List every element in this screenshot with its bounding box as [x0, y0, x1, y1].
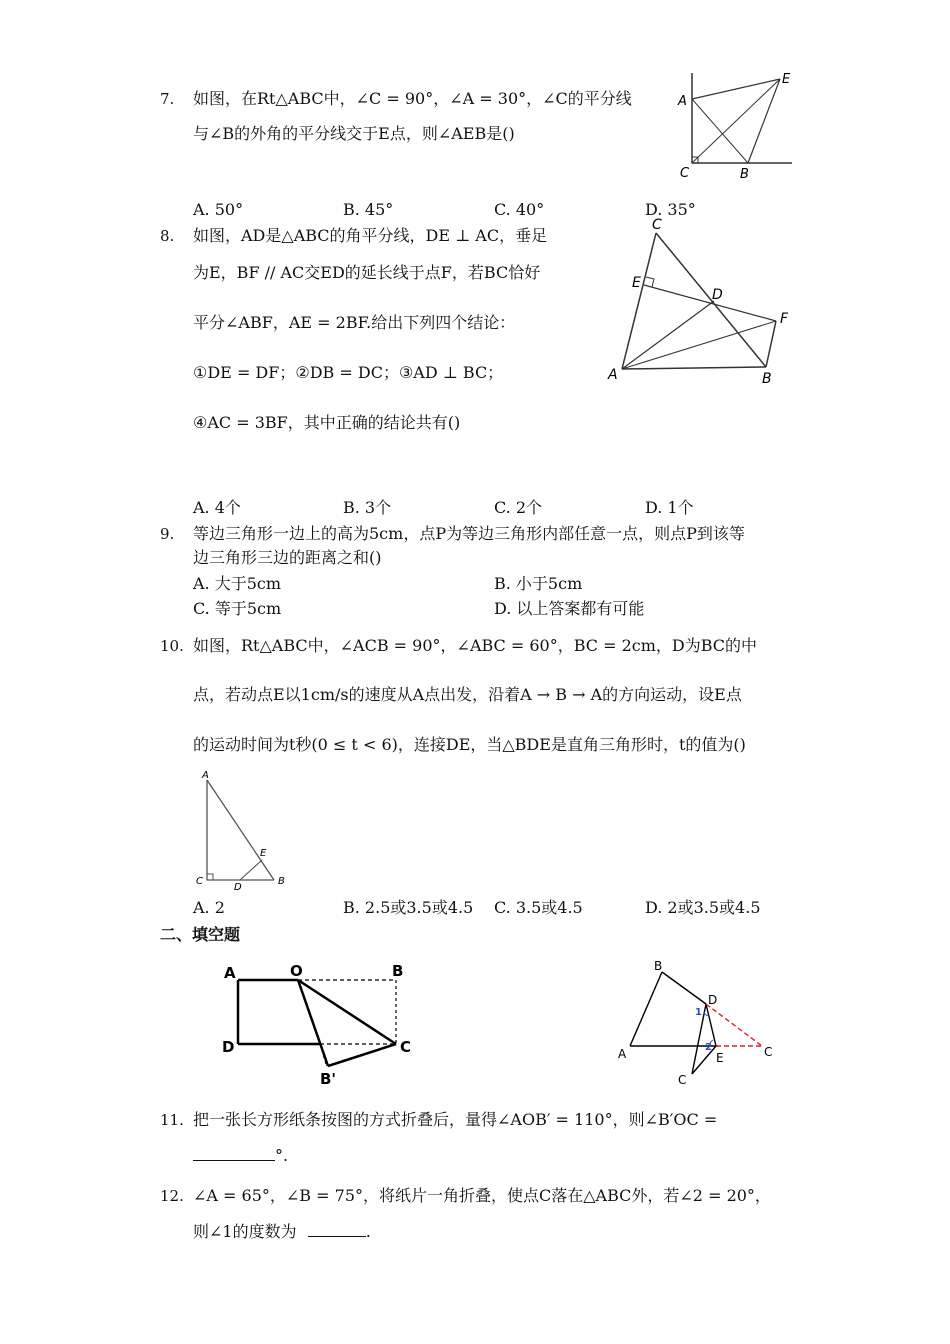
- q11-number: 11.: [160, 1111, 184, 1129]
- q11-answer-blank[interactable]: [193, 1146, 275, 1161]
- q7-label-c: C: [680, 166, 690, 181]
- q8-text-line1: 如图，AD是△ABC的角平分线，DE ⊥ AC，垂足: [193, 226, 548, 245]
- q11-label-o: O: [290, 962, 303, 980]
- q12-label-d: D: [708, 993, 718, 1007]
- q9-option-d[interactable]: D. 以上答案都有可能: [494, 599, 645, 618]
- q7-text-line1: 如图，在Rt△ABC中，∠C = 90°，∠A = 30°，∠C的平分线: [193, 89, 632, 108]
- q8-text-line3: 平分∠ABF，AE = 2BF.给出下列四个结论：: [193, 313, 516, 332]
- q7-label-a: A: [678, 94, 687, 109]
- q11-label-b: B: [392, 962, 404, 980]
- q10-option-d[interactable]: D. 2或3.5或4.5: [645, 898, 761, 917]
- q10-label-b: B: [278, 876, 285, 887]
- q12-label-e: E: [716, 1051, 724, 1065]
- q8-option-c[interactable]: C. 2个: [494, 498, 543, 517]
- q11-label-a: A: [224, 964, 236, 982]
- q10-option-c[interactable]: C. 3.5或4.5: [494, 898, 583, 917]
- q8-label-a: A: [608, 367, 618, 383]
- q12-text-line2: 则∠1的度数为: [193, 1222, 297, 1241]
- q10-text-line2: 点，若动点E以1cm/s的速度从A点出发，沿着A → B → A的方向运动，设E点: [193, 685, 742, 704]
- q8-option-b[interactable]: B. 3个: [343, 498, 392, 517]
- q10-label-c: C: [196, 876, 203, 887]
- q12-figure: [612, 960, 787, 1090]
- q8-figure: [600, 215, 800, 390]
- q8-number: 8.: [160, 227, 175, 245]
- q8-option-d[interactable]: D. 1个: [645, 498, 694, 517]
- q11-label-d: D: [222, 1038, 235, 1056]
- q10-number: 10.: [160, 637, 184, 655]
- q12-label-c-bottom: C: [678, 1073, 687, 1087]
- q8-text-line5: ④AC = 3BF，其中正确的结论共有(): [193, 413, 461, 432]
- q11-text-line1: 把一张长方形纸条按图的方式折叠后，量得∠AOB′ = 110°，则∠B′OC =: [193, 1110, 718, 1129]
- q9-text-line1: 等边三角形一边上的高为5cm，点P为等边三角形内部任意一点，则点P到该等: [193, 524, 745, 543]
- q12-label-angle2: 2: [705, 1042, 712, 1053]
- q8-text-line2: 为E，BF // AC交ED的延长线于点F，若BC恰好: [193, 263, 541, 282]
- q12-number: 12.: [160, 1187, 184, 1205]
- q11-label-bprime: B': [320, 1070, 337, 1088]
- q12-label-c-top: C: [764, 1045, 773, 1059]
- q12-label-a: A: [618, 1047, 627, 1061]
- q10-figure: [192, 768, 302, 896]
- q7-option-b[interactable]: B. 45°: [343, 200, 394, 219]
- q11-degree-suffix: °.: [275, 1146, 289, 1165]
- q7-number: 7.: [160, 90, 175, 108]
- q11-figure: [218, 960, 418, 1090]
- q7-option-c[interactable]: C. 40°: [494, 200, 545, 219]
- q7-label-e: E: [782, 72, 791, 87]
- q10-label-d: D: [234, 882, 242, 893]
- q8-option-a[interactable]: A. 4个: [193, 498, 241, 517]
- q11-label-c: C: [400, 1038, 412, 1056]
- q8-label-f: F: [780, 311, 789, 327]
- q10-label-e: E: [260, 848, 267, 859]
- q7-figure: [670, 65, 800, 185]
- q8-label-c: C: [652, 217, 662, 233]
- q7-text-line2: 与∠B的外角的平分线交于E点，则∠AEB是(): [193, 124, 515, 143]
- q7-label-b: B: [740, 167, 749, 182]
- q10-text-line1: 如图，Rt△ABC中，∠ACB = 90°，∠ABC = 60°，BC = 2cm，D为BC的中: [193, 636, 758, 655]
- q12-text-line1: ∠A = 65°，∠B = 75°，将纸片一角折叠，使点C落在△ABC外，若∠2 = 20°，: [193, 1186, 771, 1205]
- q10-option-b[interactable]: B. 2.5或3.5或4.5: [343, 898, 474, 917]
- section-title-fill-in: 二、填空题: [160, 925, 241, 944]
- q12-label-b: B: [654, 959, 663, 973]
- q10-option-a[interactable]: A. 2: [193, 898, 225, 917]
- q9-option-b[interactable]: B. 小于5cm: [494, 574, 583, 593]
- q9-text-line2: 边三角形三边的距离之和(): [193, 548, 382, 567]
- q11-answer-line: [193, 1146, 288, 1166]
- q7-option-a[interactable]: A. 50°: [193, 200, 244, 219]
- q8-text-line4: ①DE = DF；②DB = DC；③AD ⊥ BC；: [193, 363, 504, 382]
- q12-label-angle1: 1: [695, 1007, 702, 1018]
- q9-option-c[interactable]: C. 等于5cm: [193, 599, 282, 618]
- q10-label-a: A: [202, 770, 209, 781]
- q9-option-a[interactable]: A. 大于5cm: [193, 574, 282, 593]
- q12-period: .: [365, 1222, 371, 1241]
- q8-label-b: B: [762, 371, 772, 387]
- q10-text-line3: 的运动时间为t秒(0 ≤ t < 6)，连接DE，当△BDE是直角三角形时，t的值为(): [193, 735, 746, 754]
- q9-number: 9.: [160, 525, 175, 543]
- q8-label-d: D: [712, 287, 723, 303]
- q8-label-e: E: [632, 275, 641, 291]
- q12-answer-line: [193, 1222, 371, 1242]
- q12-answer-blank[interactable]: [308, 1222, 366, 1237]
- q7-option-d[interactable]: D. 35°: [645, 200, 696, 219]
